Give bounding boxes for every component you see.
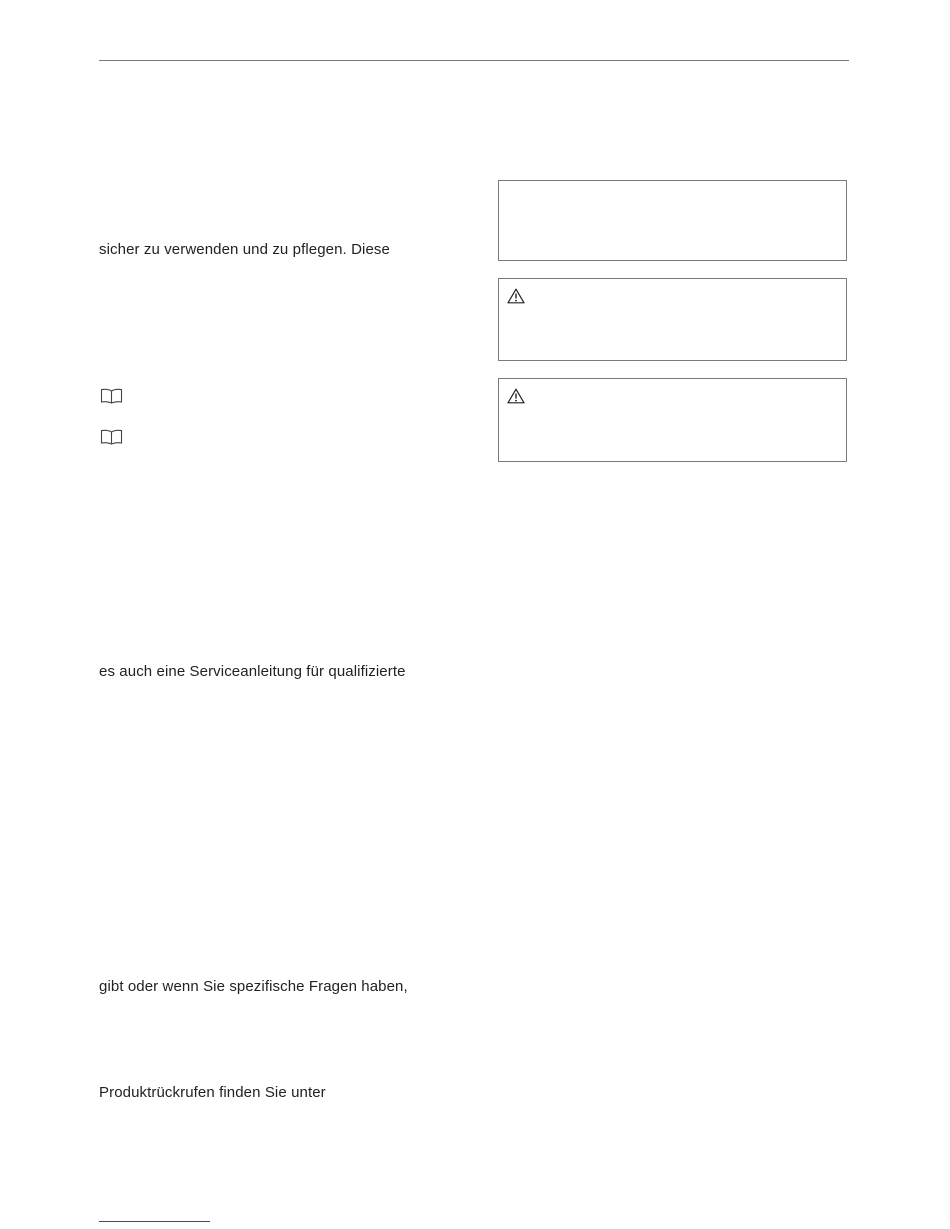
body-text-line-1: sicher zu verwenden und zu pflegen. Diese: [99, 241, 390, 258]
warning-box: [498, 278, 847, 361]
warning-box: [498, 378, 847, 462]
warning-triangle-icon: [507, 388, 525, 404]
body-text-line-4: Produktrückrufen finden Sie unter: [99, 1084, 326, 1101]
header-rule: [99, 60, 849, 61]
info-box: [498, 180, 847, 261]
book-icon: [100, 388, 123, 404]
book-icon: [100, 429, 123, 445]
body-text-line-2: es auch eine Serviceanleitung für qualifizierte: [99, 663, 406, 680]
warning-triangle-icon: [507, 288, 525, 304]
body-text-line-3: gibt oder wenn Sie spezifische Fragen haben,: [99, 978, 408, 995]
link-underline[interactable]: [99, 1221, 210, 1222]
